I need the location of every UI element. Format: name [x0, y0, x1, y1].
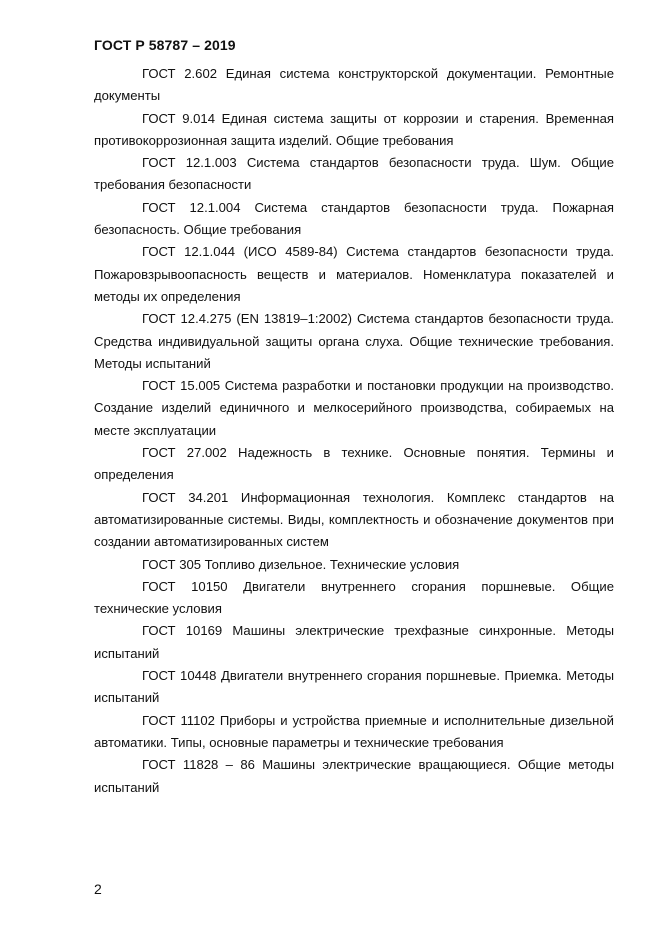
reference-item: ГОСТ 27.002 Надежность в технике. Основные понятия. Термины и определения: [94, 445, 614, 483]
reference-item: ГОСТ 15.005 Система разработки и постановки продукции на производство. Создание изделий единичного и мелкосерийного производства, собираемых на месте эксплуатации: [94, 378, 614, 438]
reference-item: ГОСТ 34.201 Информационная технология. Комплекс стандартов на автоматизированные системы. Виды, комплектность и обозначение документов при создании автоматизированных систем: [94, 489, 614, 550]
page-number: 2: [94, 881, 102, 897]
reference-item: ГОСТ 12.4.275 (EN 13819–1:2002) Система стандартов безопасности труда. Средства индивидуальной защиты органа слуха. Общие технические требования. Методы испытаний: [94, 311, 614, 371]
reference-item: ГОСТ 10169 Машины электрические трехфазные синхронные. Методы испытаний: [94, 623, 614, 661]
reference-item: ГОСТ 9.014 Единая система защиты от коррозии и старения. Временная противокоррозионная защита изделий. Общие требования: [94, 110, 614, 148]
reference-item: ГОСТ 12.1.003 Система стандартов безопасности труда. Шум. Общие требования безопасности: [94, 155, 614, 193]
reference-item: ГОСТ 10448 Двигатели внутреннего сгорания поршневые. Приемка. Методы испытаний: [94, 668, 614, 706]
document-header: ГОСТ Р 58787 – 2019: [94, 37, 236, 53]
reference-item: ГОСТ 12.1.004 Система стандартов безопасности труда. Пожарная безопасность. Общие требования: [94, 199, 614, 238]
reference-item: ГОСТ 11828 – 86 Машины электрические вращающиеся. Общие методы испытаний: [94, 757, 614, 795]
reference-item: ГОСТ 2.602 Единая система конструкторской документации. Ремонтные документы: [94, 66, 614, 104]
reference-item: ГОСТ 11102 Приборы и устройства приемные и исполнительные дизельной автоматики. Типы, основные параметры и технические требования: [94, 712, 614, 750]
normative-references-list: [94, 63, 614, 799]
reference-item: ГОСТ 12.1.044 (ИСО 4589-84) Система стандартов безопасности труда. Пожаровзрывоопасность веществ и материалов. Номенклатура показателей и методы их определения: [94, 244, 614, 304]
reference-item: ГОСТ 305 Топливо дизельное. Технические условия: [142, 556, 460, 572]
reference-item: ГОСТ 10150 Двигатели внутреннего сгорания поршневые. Общие технические условия: [94, 578, 614, 617]
